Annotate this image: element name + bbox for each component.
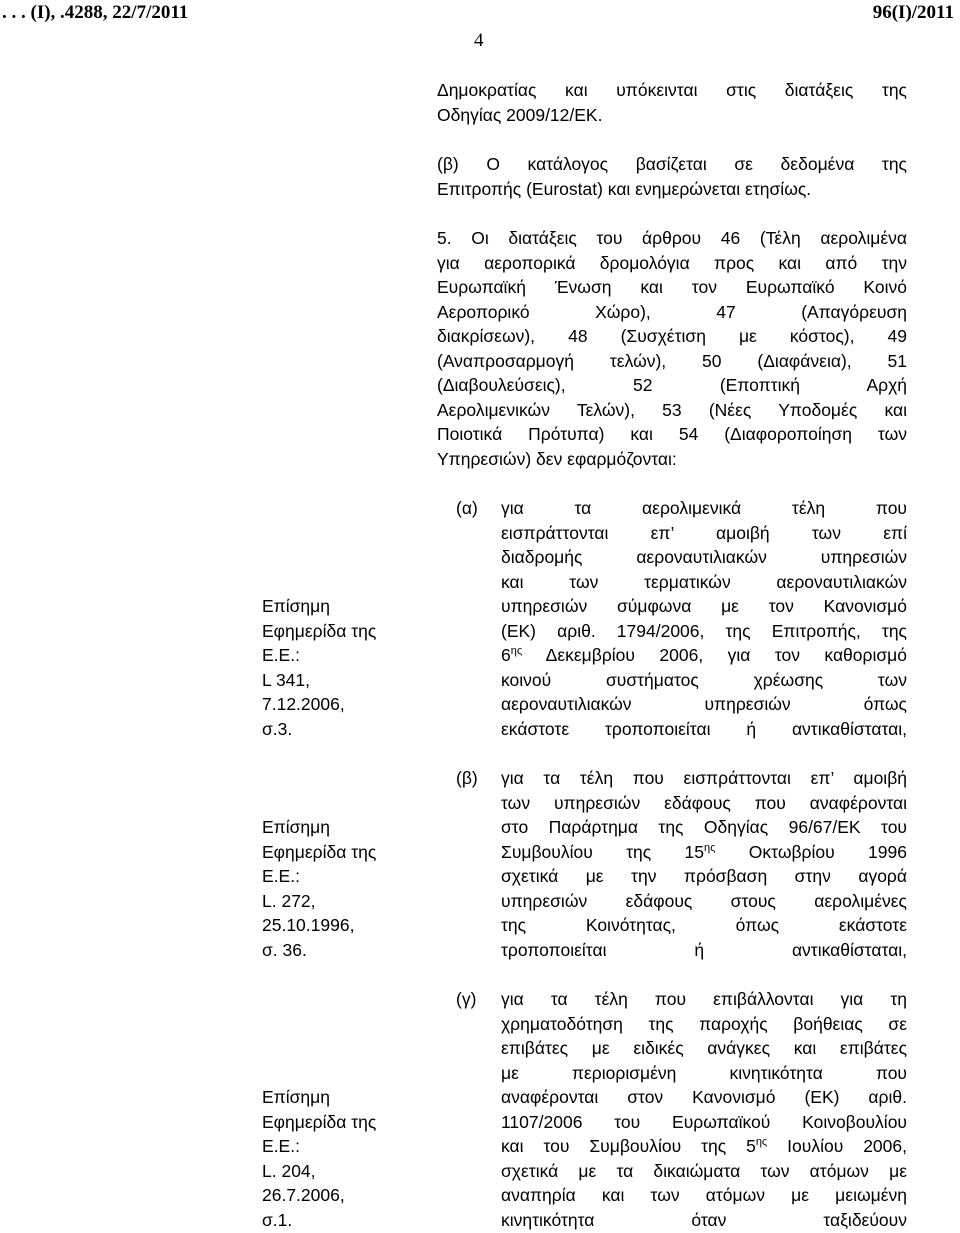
ordinal-superscript: ης [704, 841, 716, 854]
text-line: (Διαβουλεύσεις), 52 (Εποπτική Αρχή [437, 375, 907, 395]
text-line: αεροναυτιλιακών υπηρεσιών όπως [501, 694, 907, 714]
text-line: για τα τέλη που εισπράττονται επ’ αμοιβή [501, 768, 907, 788]
ordinal-superscript: ης [510, 645, 523, 657]
text-line: εισπράττονται επ’ αμοιβή των επί [501, 522, 907, 543]
text-line: υπηρεσιών σύμφωνα με τον Κανονισμό [501, 596, 907, 616]
text-line: επιβάτες με ειδικές ανάγκες και επιβάτες [501, 1038, 907, 1058]
text-line: αναπηρία και των ατόμων με μειωμένη [501, 1185, 907, 1205]
text-line: Επιτροπής (Eurostat) και ενημερώνεται ετησίως. [437, 178, 812, 199]
text-line-with-superscript [501, 643, 907, 668]
text-line: Αεροπορικό Χώρο), 47 (Απαγόρευση [437, 301, 907, 322]
sup-line-before: Συμβουλίου της 15 [501, 841, 705, 862]
text-line: στο Παράρτημα της Οδηγίας 96/67/ΕΚ του [501, 817, 907, 837]
margin-note-oj-l341 [262, 594, 412, 741]
paragraph-b [437, 152, 907, 201]
margin-note-line: Ε.Ε.: [262, 645, 300, 665]
text-line: Υπηρεσιών) δεν εφαρμόζονται: [437, 448, 677, 469]
margin-note-line: Ε.Ε.: [262, 1136, 300, 1156]
text-line: Ευρωπαϊκή Ένωση και τον Ευρωπαϊκό Κοινό [437, 277, 907, 297]
header-law-number: 96(Ι)/2011 [872, 2, 954, 23]
margin-note-line: Εφημερίδα της [262, 841, 377, 862]
margin-note-line: 25.10.1996, [262, 915, 355, 935]
margin-note-line: L. 272, [262, 890, 316, 911]
sup-line-before: και του Συμβουλίου της 5 [501, 1136, 756, 1156]
text-line: υπηρεσιών εδάφους στους αερολιμένες [501, 890, 907, 911]
text-line: αναφέρονται στον Κανονισμό (ΕΚ) αριθ. [501, 1087, 907, 1107]
text-line-with-superscript [501, 1134, 907, 1159]
intro-paragraph [437, 78, 907, 127]
margin-note-line: Εφημερίδα της [262, 620, 377, 641]
margin-note-line: Επίσημη [262, 1087, 330, 1107]
text-line: τροποποιείται ή αντικαθίσταται, [501, 939, 907, 960]
sup-line-after: Δεκεμβρίου 2006, για τον καθορισμό [522, 645, 907, 665]
text-line: (Αναπροσαρμογή τελών), 50 (Διαφάνεια), 51 [437, 350, 907, 371]
margin-note-line: σ. 36. [262, 939, 307, 960]
text-line: και των τερματικών αεροναυτιλιακών [501, 571, 907, 592]
text-line: 5. Οι διατάξεις του άρθρου 46 (Τέλη αερολιμένα [437, 228, 907, 248]
text-line: της Κοινότητας, όπως εκάστοτε [501, 915, 907, 935]
text-line: κοινού συστήματος χρέωσης των [501, 669, 907, 690]
text-line: σχετικά με τα δικαιώματα των ατόμων με [501, 1160, 907, 1181]
paragraph-5 [437, 226, 907, 471]
text-line: κινητικότητα όταν ταξιδεύουν [501, 1209, 907, 1230]
text-line-with-superscript [501, 840, 907, 865]
item-alpha-text [501, 496, 907, 741]
item-beta-text [501, 766, 907, 962]
margin-note-oj-l204 [262, 1085, 412, 1232]
item-label-alpha: (α) [456, 498, 478, 518]
text-line: 1107/2006 του Ευρωπαϊκού Κοινοβουλίου [501, 1111, 907, 1132]
item-label-gamma: (γ) [456, 989, 477, 1009]
margin-note-line: Επίσημη [262, 596, 330, 616]
text-line: (ΕΚ) αριθ. 1794/2006, της Επιτροπής, της [501, 620, 907, 641]
margin-note-line: Εφημερίδα της [262, 1111, 377, 1132]
text-line: των υπηρεσιών εδάφους που αναφέρονται [501, 792, 907, 813]
sup-line-after: Ιουλίου 2006, [767, 1136, 907, 1156]
text-line: για τα αερολιμενικά τέλη που [501, 498, 907, 518]
margin-note-line: L 341, [262, 669, 311, 690]
text-line: διακρίσεων), 48 (Συσχέτιση με κόστος), 49 [437, 326, 907, 346]
header-gazette-reference: . . . (Ι), .4288, 22/7/2011 [2, 2, 189, 23]
margin-note-oj-l272 [262, 815, 412, 962]
text-line: Ποιοτικά Πρότυπα) και 54 (Διαφοροποίηση των [437, 424, 907, 444]
text-line: (β) Ο κατάλογος βασίζεται σε δεδομένα της [437, 154, 907, 174]
margin-note-line: σ.3. [262, 718, 293, 739]
sup-line-before: 6 [501, 645, 511, 665]
text-line: για τα τέλη που επιβάλλονται για τη [501, 989, 907, 1009]
ordinal-superscript: ης [755, 1136, 768, 1148]
page-number: 4 [474, 30, 484, 51]
margin-note-line: 7.12.2006, [262, 694, 345, 714]
text-line: Δημοκρατίας και υπόκεινται στις διατάξεις της [437, 80, 907, 100]
text-line: με περιορισμένη κινητικότητα που [501, 1062, 907, 1083]
text-line: διαδρομής αεροναυτιλιακών υπηρεσιών [501, 547, 907, 567]
margin-note-line: Επίσημη [262, 817, 330, 837]
item-label-beta: (β) [456, 768, 478, 788]
margin-note-line: Ε.Ε.: [262, 866, 300, 886]
sup-line-after: Οκτωβρίου 1996 [715, 841, 907, 862]
text-line: χρηματοδότηση της παροχής βοήθειας σε [501, 1013, 907, 1034]
item-gamma-text [501, 987, 907, 1232]
margin-note-line: σ.1. [262, 1209, 293, 1230]
margin-note-line: L. 204, [262, 1160, 316, 1181]
text-line: Οδηγίας 2009/12/ΕΚ. [437, 104, 603, 125]
text-line: Αερολιμενικών Τελών), 53 (Νέες Υποδομές και [437, 399, 907, 420]
text-line: για αεροπορικά δρομολόγια προς και από την [437, 252, 907, 273]
text-line: εκάστοτε τροποποιείται ή αντικαθίσταται, [501, 718, 907, 739]
margin-note-line: 26.7.2006, [262, 1185, 345, 1205]
text-line: σχετικά με την πρόσβαση στην αγορά [501, 866, 907, 886]
